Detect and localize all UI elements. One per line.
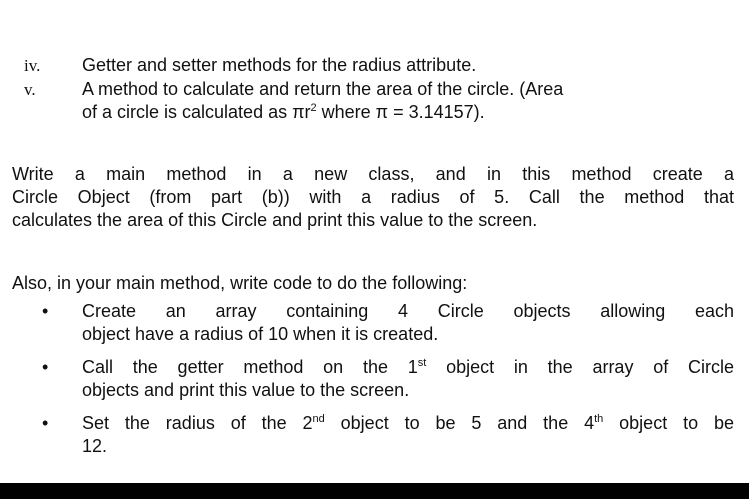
main-method-paragraph [12, 163, 734, 232]
list-item [12, 412, 734, 458]
roman-numeral: iv. [24, 56, 41, 75]
superscript: 2 [310, 102, 317, 114]
paragraph-line: Circle Object (from part (b)) with a radius of 5. Call the method that [12, 187, 734, 207]
roman-item-line [82, 101, 732, 124]
list-item [12, 300, 734, 346]
bullet-text [82, 300, 734, 346]
bullet-marker: • [42, 357, 49, 377]
bullet-line-part: Set the radius of the 2 [82, 413, 313, 433]
roman-item-line-part: where π = 3.14157). [316, 102, 485, 122]
roman-item-text: Getter and setter methods for the radius attribute. [82, 55, 477, 75]
roman-item-line: A method to calculate and return the area of the circle. (Area [82, 79, 564, 99]
bottom-black-bar [0, 483, 749, 499]
list-item [12, 356, 734, 402]
also-paragraph [12, 272, 734, 295]
bullet-marker: • [42, 413, 49, 433]
bullet-line-part: object to be 5 and the 4 [324, 413, 595, 433]
bullet-line: object have a radius of 10 when it is created. [82, 324, 439, 344]
bullet-line: 12. [82, 436, 108, 456]
bullet-line [82, 412, 734, 435]
roman-item-iv [24, 54, 744, 77]
roman-item-line-part: of a circle is calculated as πr [82, 102, 311, 122]
paragraph-line: calculates the area of this Circle and print this value to the screen. [12, 210, 538, 230]
paragraph-intro: Also, in your main method, write code to do the following: [12, 273, 468, 293]
bullet-line-part: object to be [603, 413, 734, 433]
bullet-list [12, 300, 734, 470]
bullet-line [82, 356, 734, 379]
roman-numeral: v. [24, 80, 36, 99]
superscript: nd [312, 413, 325, 425]
roman-item-v [24, 78, 744, 124]
bullet-line: Create an array containing 4 Circle objects allowing each [82, 301, 734, 321]
paragraph-line: Write a main method in a new class, and in this method create a [12, 164, 734, 184]
bullet-text [82, 412, 734, 458]
bullet-line-part: object in the array of Circle [426, 357, 734, 377]
roman-item-text [82, 78, 732, 124]
bullet-line-part: Call the getter method on the 1 [82, 357, 418, 377]
superscript: st [417, 357, 427, 369]
bullet-text [82, 356, 734, 402]
superscript: th [594, 413, 604, 425]
bullet-line: objects and print this value to the screen. [82, 380, 410, 400]
bullet-marker: • [42, 301, 49, 321]
